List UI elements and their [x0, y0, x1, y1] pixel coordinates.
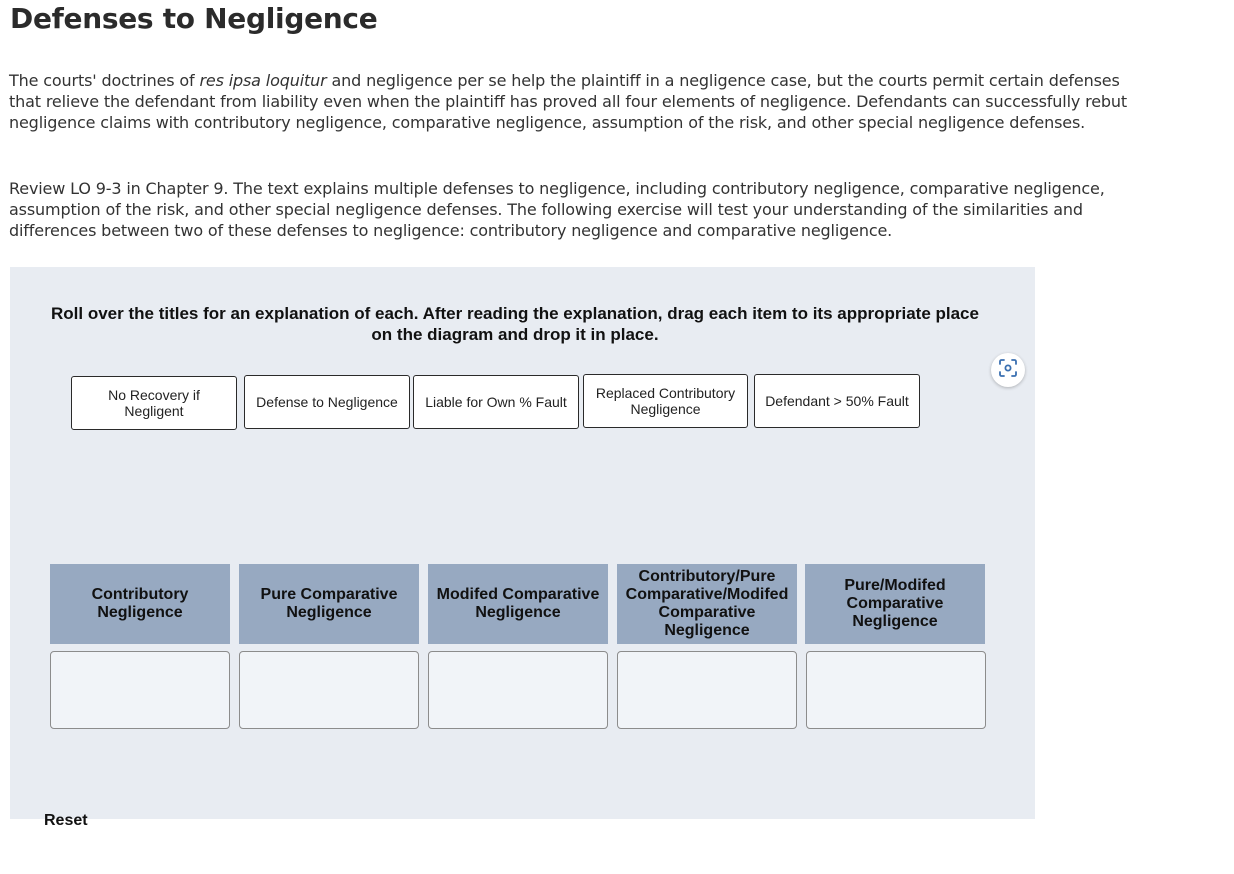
drag-item-defendant-50-fault[interactable]: Defendant > 50% Fault [754, 374, 920, 428]
category-header-contributory: Contributory Negligence [50, 564, 230, 644]
drag-item-liable-own-fault[interactable]: Liable for Own % Fault [413, 375, 579, 429]
drop-zone-pure-modified[interactable] [806, 651, 986, 729]
drag-item-defense-to-negligence[interactable]: Defense to Negligence [244, 375, 410, 429]
drop-zone-pure-comparative[interactable] [239, 651, 419, 729]
drop-zone-all-three[interactable] [617, 651, 797, 729]
focus-scan-button[interactable] [991, 353, 1025, 387]
page-title: Defenses to Negligence [10, 2, 378, 35]
drop-zone-contributory[interactable] [50, 651, 230, 729]
reset-button[interactable]: Reset [44, 812, 88, 829]
intro-text-start: The courts' doctrines of [9, 71, 200, 90]
drag-item-no-recovery[interactable]: No Recovery if Negligent [71, 376, 237, 430]
intro-paragraph-2: Review LO 9-3 in Chapter 9. The text explains multiple defenses to negligence, including contributory negligence, comparative negligence, assumption of the risk, and other special negligence defenses. The following exercise will test your understanding of the similarities and differences between two of these defenses to negligence: contributory negligence and comparative negligence. [9, 179, 1105, 240]
drag-drop-panel [10, 267, 1035, 819]
drag-item-replaced-contributory[interactable]: Replaced Contributory Negligence [583, 374, 748, 428]
drop-zone-modified-comparative[interactable] [428, 651, 608, 729]
category-header-modified-comparative: Modifed Comparative Negligence [428, 564, 608, 644]
category-header-all-three: Contributory/Pure Comparative/Modifed Comparative Negligence [617, 564, 797, 644]
category-header-pure-modified: Pure/Modifed Comparative Negligence [805, 564, 985, 644]
category-header-pure-comparative: Pure Comparative Negligence [239, 564, 419, 644]
intro-text-end: and negligence per se help the plaintiff in a negligence case, but the courts permit certain defenses that relieve the defendant from liability even when the plaintiff has proved all four elements of negligence. Defendants can successfully rebut negligence claims with contributory negligence, comparative negligence, assumption of the risk, and other special negligence defenses. [9, 71, 1128, 132]
intro-italic-term: res ipsa loquitur [199, 71, 327, 90]
activity-instructions: Roll over the titles for an explanation of each. After reading the explanation, drag each item to its appropriate place on the diagram and drop it in place. [51, 304, 979, 344]
intro-paragraph-1 [9, 70, 1134, 133]
focus-scan-icon [998, 358, 1018, 383]
